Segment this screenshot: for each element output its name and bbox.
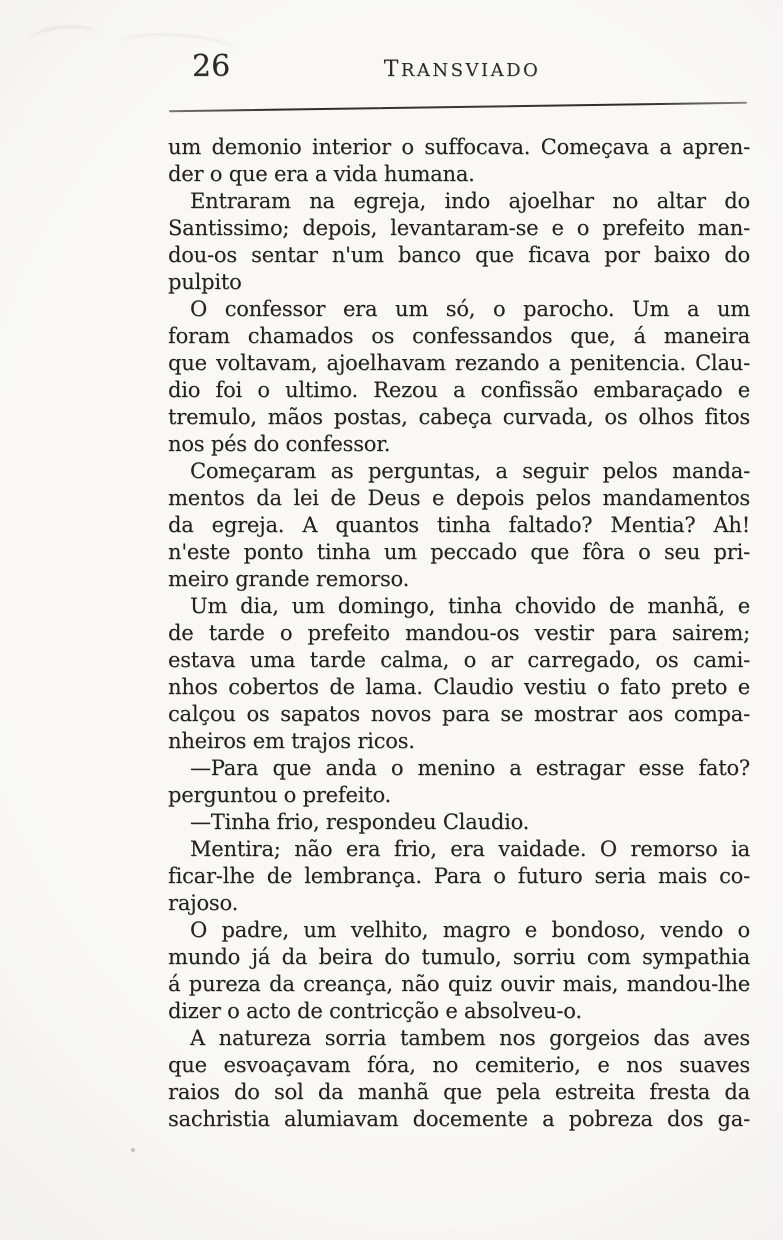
text-line: sachristia alumiavam docemente a pobreza dos ga- xyxy=(168,1107,750,1131)
text-line: Um dia, um domingo, tinha chovido de manhã, e xyxy=(190,594,750,618)
text-line: dio foi o ultimo. Rezou a confissão embaraçado e xyxy=(168,378,750,402)
paragraph xyxy=(168,188,750,296)
text-line: n'este ponto tinha um peccado que fôra o seu pri- xyxy=(168,540,750,564)
header-rule-divider xyxy=(169,102,747,113)
text-line: Santissimo; depois, levantaram-se e o prefeito man- xyxy=(168,216,750,240)
text-line: que esvoaçavam fóra, no cemiterio, e nos suaves xyxy=(168,1053,750,1077)
text-line: der o que era a vida humana. xyxy=(168,162,475,186)
paragraph xyxy=(168,836,750,917)
text-line: ficar-lhe de lembrança. Para o futuro seria mais co- xyxy=(168,864,750,888)
text-line: que voltavam, ajoelhavam rezando a penitencia. Clau- xyxy=(168,351,750,375)
text-line: calçou os sapatos novos para se mostrar aos compa- xyxy=(168,702,750,726)
text-line: nhos cobertos de lama. Claudio vestiu o fato preto e xyxy=(168,675,750,699)
text-line: á pureza da creança, não quiz ouvir mais, mandou-lhe xyxy=(168,972,750,996)
text-line: de tarde o prefeito mandou-os vestir para sairem; xyxy=(168,621,750,645)
page-text xyxy=(168,134,750,1133)
text-line: um demonio interior o suffocava. Começava a apren- xyxy=(168,135,750,159)
text-line: foram chamados os confessandos que, á maneira xyxy=(168,324,750,348)
text-line: pulpito xyxy=(168,270,242,294)
running-title: TRANSVIADO xyxy=(383,57,541,82)
text-line: da egreja. A quantos tinha faltado? Mentia? Ah! xyxy=(168,513,750,537)
text-line: —Para que anda o menino a estragar esse fato? xyxy=(190,756,750,780)
text-line: nheiros em trajos ricos. xyxy=(168,729,415,753)
text-line: perguntou o prefeito. xyxy=(168,783,392,807)
text-line: Mentira; não era frio, era vaidade. O remorso ia xyxy=(190,837,750,861)
scan-smudge xyxy=(27,22,99,55)
text-line: estava uma tarde calma, o ar carregado, os cami- xyxy=(168,648,750,672)
paragraph xyxy=(168,755,750,809)
paragraph xyxy=(168,1025,750,1133)
paragraph xyxy=(168,917,750,1025)
paragraph xyxy=(168,593,750,755)
text-line: rajoso. xyxy=(168,891,239,915)
text-line: raios do sol da manhã que pela estreita fresta da xyxy=(168,1080,750,1104)
text-line: nos pés do confessor. xyxy=(168,432,391,456)
paragraph xyxy=(168,809,750,836)
paragraph xyxy=(168,458,750,593)
text-line: Começaram as perguntas, a seguir pelos manda- xyxy=(190,459,750,483)
text-line: O padre, um velhito, magro e bondoso, vendo o xyxy=(190,918,750,942)
text-line: A natureza sorria tambem nos gorgeios das aves xyxy=(190,1026,750,1050)
text-line: dizer o acto de contricção e absolveu-o. xyxy=(168,999,582,1023)
scan-speck xyxy=(131,1148,135,1152)
text-line: mentos da lei de Deus e depois pelos mandamentos xyxy=(168,486,750,510)
paragraph xyxy=(168,296,750,458)
text-line: tremulo, mãos postas, cabeça curvada, os olhos fitos xyxy=(168,405,750,429)
paragraph xyxy=(168,134,750,188)
text-line: meiro grande remorso. xyxy=(168,567,410,591)
text-line: mundo já da beira do tumulo, sorriu com sympathia xyxy=(168,945,750,969)
text-line: —Tinha frio, respondeu Claudio. xyxy=(190,810,530,834)
text-line: O confessor era um só, o parocho. Um a um xyxy=(190,297,750,321)
text-line: Entraram na egreja, indo ajoelhar no altar do xyxy=(190,189,750,213)
page-number: 26 xyxy=(192,49,231,84)
text-line: dou-os sentar n'um banco que ficava por baixo do xyxy=(168,243,750,267)
